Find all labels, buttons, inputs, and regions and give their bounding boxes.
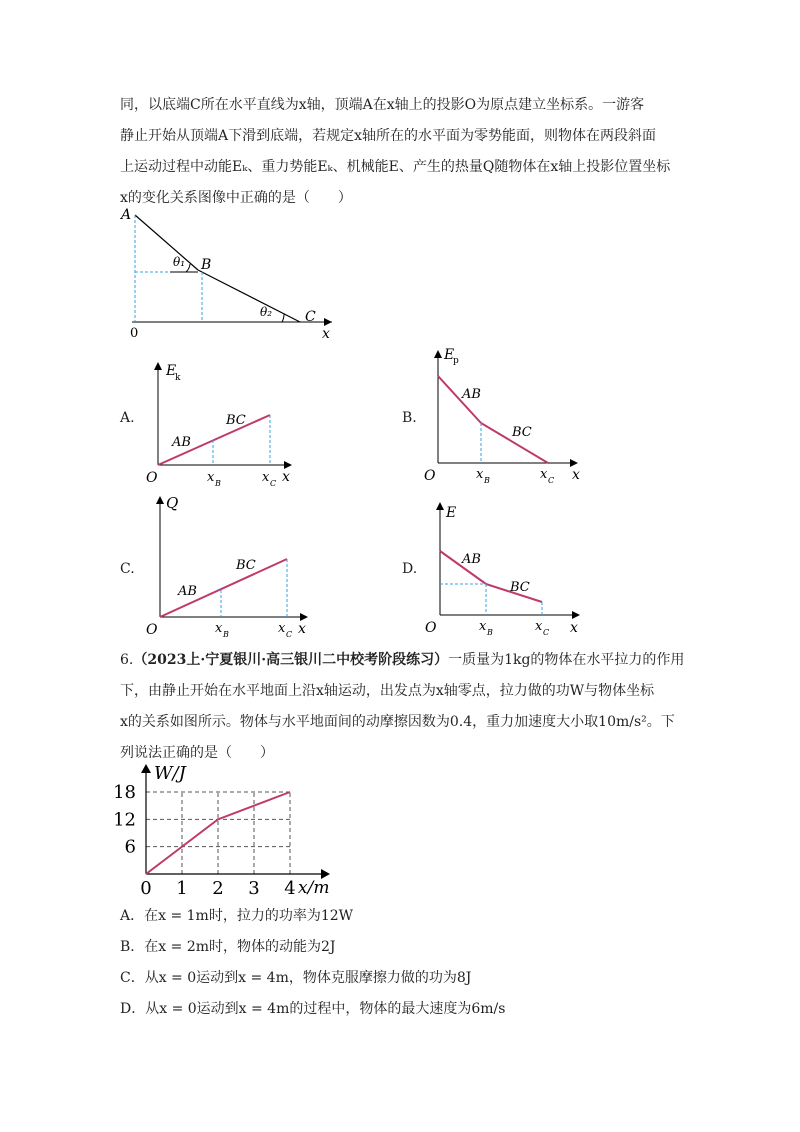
option-a-xb-sub: B xyxy=(215,479,221,488)
option-b-bc: BC xyxy=(512,425,532,440)
chart-x-label: x/m xyxy=(298,878,330,898)
slope-origin: 0 xyxy=(130,326,139,341)
answer-b: B．在x = 2m时，物体的动能为2J xyxy=(120,939,336,955)
option-a-bc: BC xyxy=(226,413,246,428)
slope-theta2: θ₂ xyxy=(260,305,273,319)
option-b-xc: x xyxy=(540,467,548,482)
answer-a: A．在x = 1m时，拉力的功率为12W xyxy=(120,908,354,924)
option-a-ab: AB xyxy=(172,435,191,450)
option-a-y-sub: k xyxy=(175,373,181,383)
option-d-origin: O xyxy=(425,620,437,636)
option-c-xb: x xyxy=(215,621,223,636)
option-b-xc-sub: C xyxy=(548,476,555,485)
option-b-ab: AB xyxy=(462,387,481,402)
option-d-x-label: x xyxy=(570,620,578,636)
x-tick-label-0: 0 xyxy=(140,878,152,899)
option-d-xb-sub: B xyxy=(487,628,493,637)
y-tick-label-12: 12 xyxy=(113,809,136,831)
option-b-xb: x xyxy=(476,467,484,482)
option-d-bc: BC xyxy=(510,580,530,595)
option-a-y-label: E xyxy=(166,363,177,379)
answer-c: C．从x = 0运动到x = 4m，物体克服摩擦力做的功为8J xyxy=(120,970,472,986)
q6-line-4: 列说法正确的是（ ） xyxy=(120,745,274,761)
option-b-origin: O xyxy=(424,468,436,484)
option-c-y-label: Q xyxy=(166,494,179,512)
slope-label-B: B xyxy=(201,257,212,273)
x-tick-label-1: 1 xyxy=(176,878,188,899)
option-b-x-label: x xyxy=(572,467,580,483)
option-b-letter: B. xyxy=(402,410,417,426)
intro-line-3: 上运动过程中动能Eₖ、重力势能Eₖ、机械能E、产生的热量Q随物体在x轴上投影位置坐标 xyxy=(120,159,671,175)
y-tick-label-18: 18 xyxy=(113,782,136,803)
option-d-y-label: E xyxy=(446,505,457,521)
slope-x-axis-label: x xyxy=(322,326,330,342)
option-a-xc-sub: C xyxy=(270,479,277,488)
chart-y-label: W/J xyxy=(154,763,186,784)
option-d-ab: AB xyxy=(462,552,481,567)
option-c-xb-sub: B xyxy=(223,630,229,639)
option-c-xc: x xyxy=(278,621,286,636)
option-c-bc: BC xyxy=(236,558,256,573)
q6-source: （2023上·宁夏银川·高三银川二中校考阶段练习） xyxy=(133,652,449,668)
x-tick-label-4: 4 xyxy=(284,878,296,899)
slope-label-A: A xyxy=(121,207,132,223)
chart-y-arrow xyxy=(141,764,151,773)
x-tick-label-2: 2 xyxy=(212,878,224,899)
option-a-xb: x xyxy=(207,470,215,485)
intro-line-2: 静止开始从顶端A下滑到底端，若规定x轴所在的水平面为零势能面，则物体在两段斜面 xyxy=(120,128,657,144)
q6-line-1-rest: 一质量为1kg的物体在水平拉力的作用 xyxy=(448,652,685,668)
option-a-origin: O xyxy=(146,470,158,486)
slope-theta1: θ₁ xyxy=(173,255,186,269)
option-b-xb-sub: B xyxy=(484,476,490,485)
q6-line-3: x的关系如图所示。物体与水平地面间的动摩擦因数为0.4，重力加速度大小取10m/s²。下 xyxy=(120,714,675,730)
x-tick-label-3: 3 xyxy=(248,878,260,899)
intro-line-1: 同，以底端C所在水平直线为x轴，顶端A在x轴上的投影O为原点建立坐标系。一游客 xyxy=(120,97,645,113)
option-b-y-sub: p xyxy=(453,356,459,366)
option-c-x-label: x xyxy=(298,621,306,637)
option-a-letter: A. xyxy=(120,410,135,426)
option-d-xc-sub: C xyxy=(543,628,550,637)
slope-label-C: C xyxy=(305,309,316,325)
intro-line-4: x的变化关系图像中正确的是（ ） xyxy=(120,190,352,206)
option-b-y-label: E xyxy=(444,347,455,363)
series-line-w xyxy=(146,792,290,874)
y-tick-label-6: 6 xyxy=(124,836,136,858)
option-c-ab: AB xyxy=(178,584,197,599)
option-a-xc: x xyxy=(262,470,270,485)
q6-line-2: 下，由静止开始在水平地面上沿x轴运动，出发点为x轴零点，拉力做的功W与物体坐标 xyxy=(120,683,655,699)
option-d-xc: x xyxy=(535,619,543,634)
option-c-xc-sub: C xyxy=(286,630,293,639)
answer-d: D．从x = 0运动到x = 4m的过程中，物体的最大速度为6m/s xyxy=(120,1001,506,1017)
option-a-x-label: x xyxy=(282,469,290,485)
option-c-origin: O xyxy=(146,622,158,638)
option-d-letter: D. xyxy=(402,561,418,577)
option-c-letter: C. xyxy=(120,561,135,577)
q6-number: 6. xyxy=(120,652,134,668)
option-d-xb: x xyxy=(479,619,487,634)
